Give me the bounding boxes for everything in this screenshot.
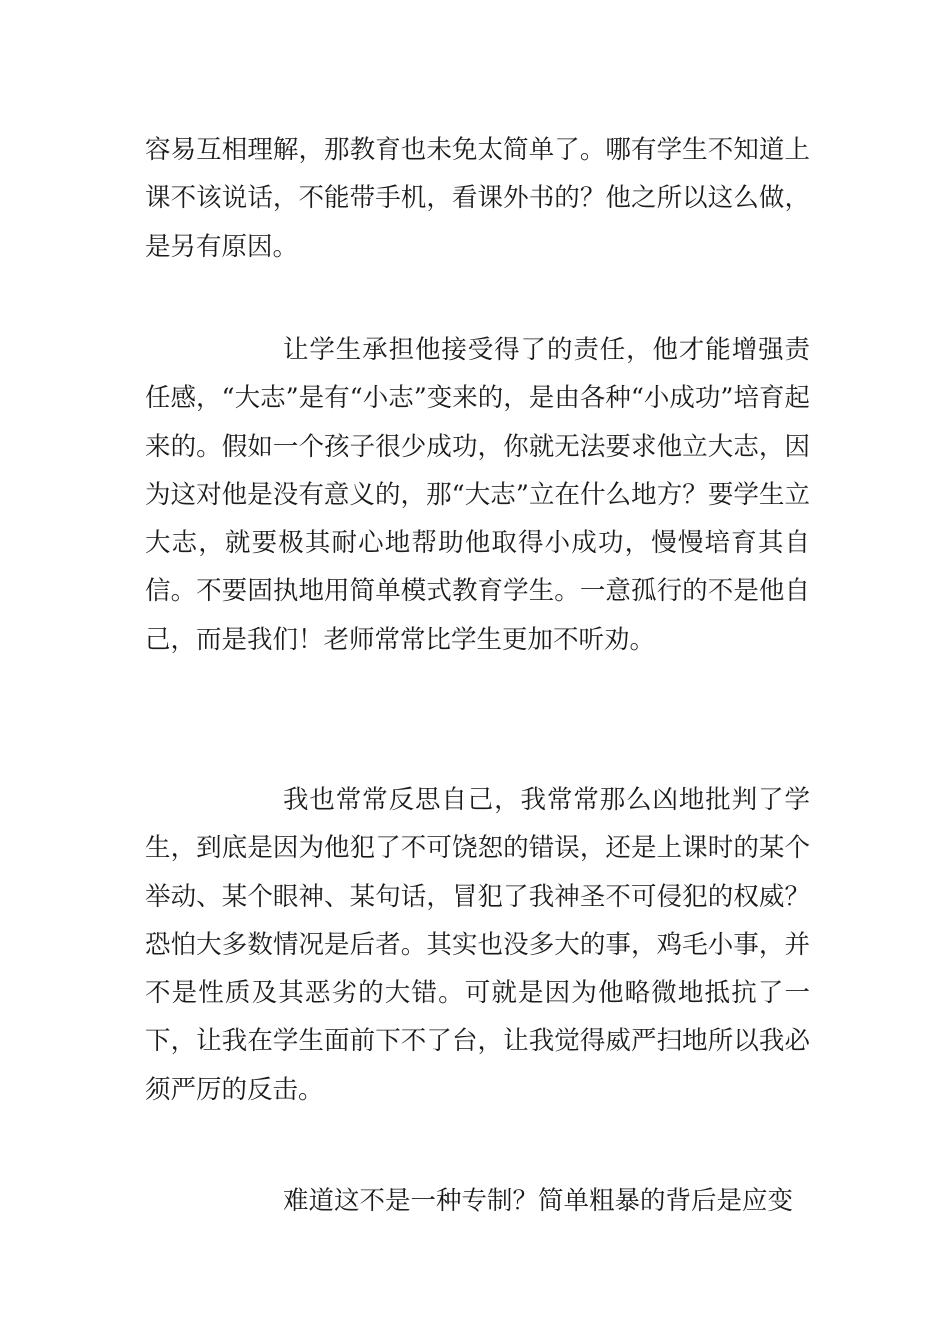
paragraph-2: 让学生承担他接受得了的责任，他才能增强责任感，“大志”是有“小志”变来的，是由各种“小成功”培育起来的。假如一个孩子很少成功，你就无法要求他立大志，因为这对他是没有意义的，那“大志”立在什么地方？要学生立大志，就要极其耐心地帮助他取得小成功，慢慢培育其自信。不要固执地用简单模式教育学生。一意孤行的不是他自己，而是我们！老师常常比学生更加不听劝。	[145, 335, 810, 655]
paragraph-1: 容易互相理解，那教育也未免太简单了。哪有学生不知道上课不该说话，不能带手机，看课外书的？他之所以这么做，是另有原因。	[145, 135, 810, 262]
paragraph-3: 我也常常反思自己，我常常那么凶地批判了学生，到底是因为他犯了不可饶恕的错误，还是上课时的某个举动、某个眼神、某句话，冒犯了我神圣不可侵犯的权威？恐怕大多数情况是后者。其实也没多大的事，鸡毛小事，并不是性质及其恶劣的大错。可就是因为他略微地抵抗了一下，让我在学生面前下不了台，让我觉得威严扫地所以我必须严厉的反击。	[145, 785, 810, 1105]
paragraph-4: 难道这不是一种专制？简单粗暴的背后是应变	[283, 1186, 794, 1216]
